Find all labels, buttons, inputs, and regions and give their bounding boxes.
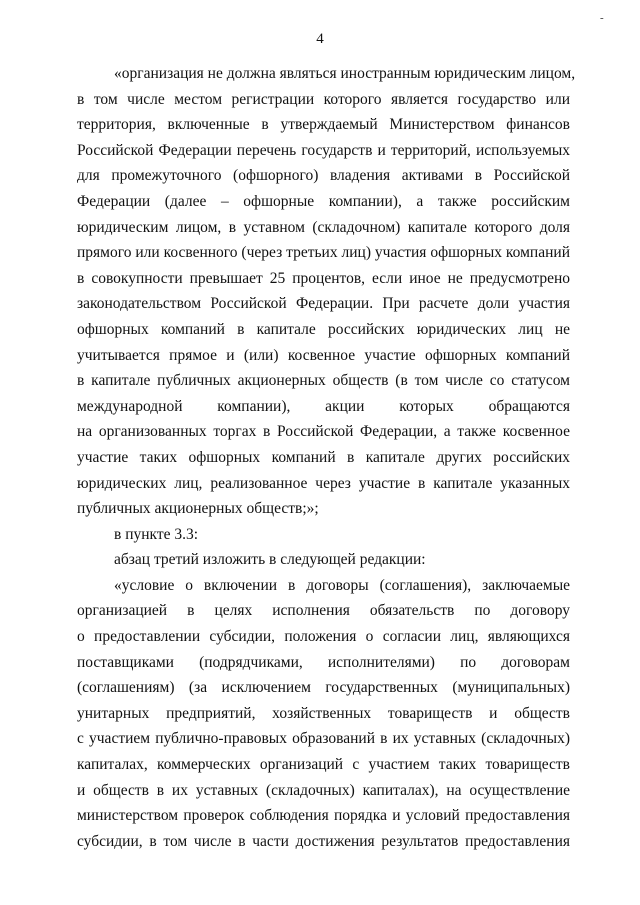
paragraph-contract-condition [77,573,570,855]
text-line: в пункте 3.3: [114,525,199,543]
text-line: для промежуточного (офшорного) владения активами в Российской [77,167,570,185]
text-line: субсидии, в том числе в части достижения результатов предоставления [77,832,570,850]
text-line: в капитале публичных акционерных обществ (в том числе со статусом [77,372,570,390]
text-line: офшорных компаний в капитале российских юридических лиц не [77,320,570,338]
text-line: юридических лиц, реализованное через участие в капитале указанных [77,474,570,492]
document-body [77,61,576,854]
text-line: в том числе местом регистрации которого является государство или [77,90,570,108]
paragraph-clause-reference [77,522,570,548]
text-line: капиталах, коммерческих организаций с участием таких товариществ [77,756,570,774]
text-line: юридическим лицом, в уставном (складочном) капитале которого доля [77,218,570,236]
text-line: (соглашениям) (за исключением государственных (муниципальных) [77,679,570,697]
text-line: о предоставлении субсидии, положения о согласии лиц, являющихся [77,628,570,646]
text-line: международной компании), акции которых обращаются [77,397,570,415]
text-line: Федерации (далее – офшорные компании), а также российским [77,192,570,210]
text-line: и обществ в их уставных (складочных) капиталах), на осуществление [77,781,570,799]
text-line: унитарных предприятий, хозяйственных товариществ и обществ [77,704,570,722]
text-line: организацией в целях исполнения обязательств по договору [77,602,570,620]
paragraph-amendment-instruction [77,547,570,573]
text-line: участие таких офшорных компаний в капитале других российских [77,448,570,466]
text-line: абзац третий изложить в следующей редакции: [114,551,426,569]
paragraph-offshore-definition [77,61,576,522]
text-line: территория, включенные в утверждаемый Министерством финансов [77,116,570,134]
text-line: на организованных торгах в Российской Федерации, а также косвенное [77,423,570,441]
text-line: законодательством Российской Федерации. При расчете доли участия [77,295,570,313]
text-line: с участием публично-правовых образований в их уставных (складочных) [77,730,570,748]
text-line: Российской Федерации перечень государств и территорий, используемых [77,141,570,159]
text-line: учитывается прямое и (или) косвенное участие офшорных компаний [77,346,570,364]
text-line: публичных акционерных обществ;»; [77,500,319,518]
corner-mark: - [600,12,604,24]
text-line: «условие о включении в договоры (соглашения), заключаемые [114,576,570,594]
text-line: прямого или косвенного (через третьих лиц) участия офшорных компаний [77,244,570,262]
text-line: поставщиками (подрядчиками, исполнителями) по договорам [77,653,570,671]
page-number: 4 [316,31,324,47]
text-line: в совокупности превышает 25 процентов, если иное не предусмотрено [77,269,570,287]
text-line: министерством проверок соблюдения порядка и условий предоставления [77,807,570,825]
text-line: «организация не должна являться иностранным юридическим лицом, [114,65,576,82]
